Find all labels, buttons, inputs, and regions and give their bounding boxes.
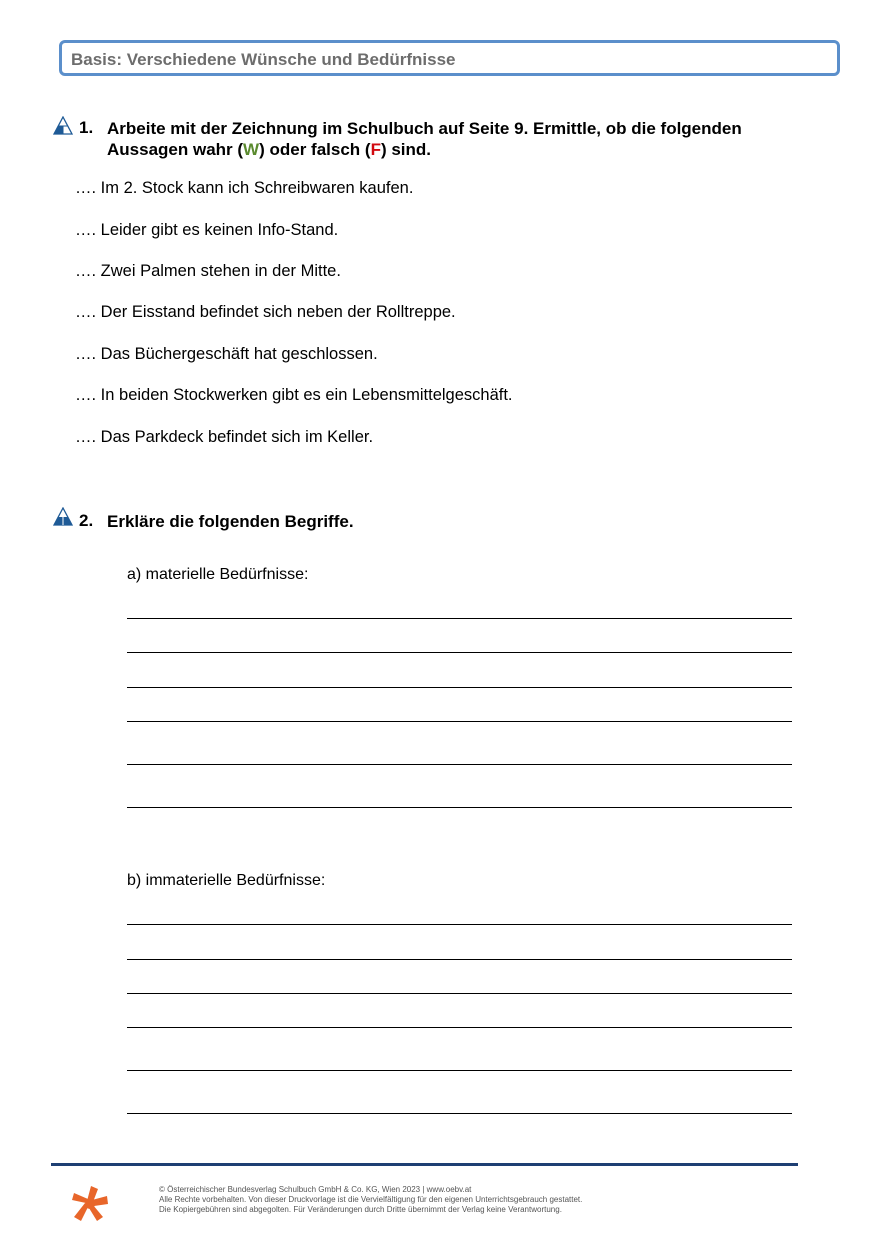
statement-item[interactable]: …. Der Eisstand befindet sich neben der Rolltreppe. xyxy=(75,303,456,321)
publisher-logo-icon xyxy=(70,1183,110,1223)
task-1-number: 1. xyxy=(79,118,94,137)
answer-line[interactable] xyxy=(127,1113,792,1114)
answer-line[interactable] xyxy=(127,959,792,960)
task-2-instruction: Erkläre die folgenden Begriffe. xyxy=(107,512,354,531)
true-marker: W xyxy=(243,140,260,159)
task-1-line-2: Aussagen wahr (W) oder falsch (F) sind. xyxy=(107,140,432,159)
answer-line[interactable] xyxy=(127,924,792,925)
false-marker: F xyxy=(370,140,381,159)
statement-item[interactable]: …. Zwei Palmen stehen in der Mitte. xyxy=(75,262,341,280)
answer-line[interactable] xyxy=(127,1070,792,1071)
statement-item[interactable]: …. In beiden Stockwerken gibt es ein Lebensmittelgeschäft. xyxy=(75,386,513,404)
answer-line[interactable] xyxy=(127,764,792,765)
part-a-label: a) materielle Bedürfnisse: xyxy=(127,566,309,583)
answer-line[interactable] xyxy=(127,721,792,722)
worksheet-title-box xyxy=(59,40,840,76)
level-basic-icon xyxy=(53,507,73,526)
answer-line[interactable] xyxy=(127,993,792,994)
answer-line[interactable] xyxy=(127,807,792,808)
answer-line[interactable] xyxy=(127,652,792,653)
answer-line[interactable] xyxy=(127,687,792,688)
answer-line[interactable] xyxy=(127,1027,792,1028)
part-b-label: b) immaterielle Bedürfnisse: xyxy=(127,872,326,889)
task-1-instruction xyxy=(107,118,742,160)
statement-item[interactable]: …. Leider gibt es keinen Info-Stand. xyxy=(75,221,339,239)
worksheet-title: Basis: Verschiedene Wünsche und Bedürfnisse xyxy=(71,50,456,69)
statement-item[interactable]: …. Das Parkdeck befindet sich im Keller. xyxy=(75,428,374,446)
task-1-line-1: Arbeite mit der Zeichnung im Schulbuch auf Seite 9. Ermittle, ob die folgenden xyxy=(107,119,742,138)
footer-copyright: © Österreichischer Bundesverlag Schulbuch GmbH & Co. KG, Wien 2023 | www.oebv.at Alle Rechte vorbehalten. Von dieser Druckvorlage ist die Vervielfältigung für den eigenen Unterrichtsgebrauch gestattet. Die Kopiergebühren sind abgegolten. Für Veränderungen durch Dritte übernimmt der Verlag keine Verantwortung. xyxy=(159,1185,583,1214)
statement-item[interactable]: …. Das Büchergeschäft hat geschlossen. xyxy=(75,345,378,363)
task-2-number: 2. xyxy=(79,511,94,530)
level-basic-icon xyxy=(53,116,73,135)
footer-divider xyxy=(51,1163,798,1166)
answer-line[interactable] xyxy=(127,618,792,619)
statement-item[interactable]: …. Im 2. Stock kann ich Schreibwaren kaufen. xyxy=(75,179,414,197)
